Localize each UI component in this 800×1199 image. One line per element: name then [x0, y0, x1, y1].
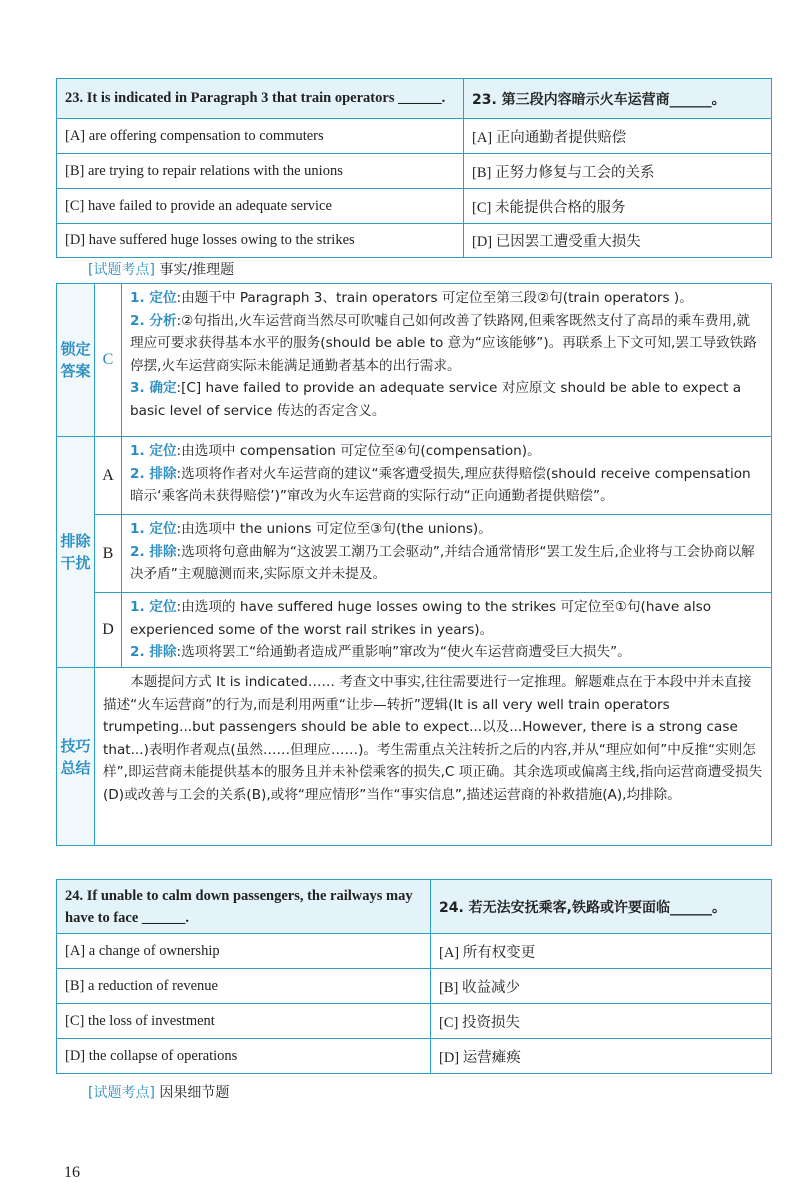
q24-option-d-en: [D] the collapse of operations — [57, 1039, 431, 1074]
lock-answer-label: 锁定答案 — [57, 284, 95, 436]
page-number: 16 — [64, 1164, 80, 1181]
q23-option-c-cn: [C] 未能提供合格的服务 — [464, 189, 772, 224]
tip-summary-text: 本题提问方式 It is indicated…… 考查文中事实,往往需要进行一定推理。解题难点在于本段中并未直接描述“火车运营商”的行为,而是利用两重“让步—转折”逻辑(It is all very well train operators trumpeting...but passengers should be able to expect...以及...However, there is a strong case that...)表明作者观点(虽然……但理应……)。考生需重点关注转折之后的内容,并从“理应如何”中反推“实则怎样”,即运营商未能提供基本的服务且并未补偿乘客的损失,C 项正确。其余选项或偏离主线,指向运营商遭受损失(D)或改善与工会的关系(B),或将“理应情形”当作“事实信息”,描述运营商的补救措施(A),均排除。 — [95, 667, 771, 845]
q23-option-a-cn: [A] 正向通勤者提供赔偿 — [464, 119, 772, 154]
exclude-d-text: 1. 定位:由选项的 have suffered huge losses owing to the strikes 可定位至①句(have also experienced some of the worst rail strikes in years)。 2. 排除:选项将罢工“给通勤者造成严重影响”窜改为“使火车运营商遭受巨大损失”。 — [122, 592, 771, 667]
exclude-letter-d: D — [95, 592, 122, 667]
q24-tag-key: [试题考点] — [88, 1085, 155, 1101]
q23-en-head: 23. It is indicated in Paragraph 3 that train operators ______. — [57, 79, 464, 119]
q23-option-b-en: [B] are trying to repair relations with the unions — [57, 154, 464, 189]
exclude-letter-a: A — [95, 436, 122, 514]
tip-summary-label: 技巧总结 — [57, 667, 95, 845]
q24-option-a-en: [A] a change of ownership — [57, 934, 431, 969]
q24-table — [56, 879, 772, 1074]
locate-label: 1. 定位 — [130, 290, 177, 306]
q24-topic-tag — [88, 1082, 229, 1102]
analysis-box — [56, 283, 772, 846]
q23-tag-key: [试题考点] — [88, 262, 155, 278]
q23-tag-value: 事实/推理题 — [159, 262, 235, 278]
exclude-a-text: 1. 定位:由选项中 compensation 可定位至④句(compensation)。 2. 排除:选项将作者对火车运营商的建议“乘客遭受损失,理应获得赔偿(should receive compensation 暗示‘乘客尚未获得赔偿’)”窜改为火车运营商的实际行动“正向通勤者提供赔偿”。 — [122, 436, 771, 514]
q23-topic-tag — [88, 259, 234, 279]
answer-letter: C — [95, 284, 122, 436]
exclude-label: 排除干扰 — [57, 436, 95, 667]
q23-option-a-en: [A] are offering compensation to commuters — [57, 119, 464, 154]
q23-cn-head: 23. 第三段内容暗示火车运营商______。 — [464, 79, 772, 119]
lock-answer-text: 1. 定位:由题干中 Paragraph 3、train operators 可定位至第三段②句(train operators )。 2. 分析:②句指出,火车运营商当然尽可吹嘘自己如何改善了铁路网,但乘客既然支付了高昂的乘车费用,就理应可要求获得基本水平的服务(should be able to 意为“应该能够”)。再联系上下文可知,罢工导致铁路停摆,火车运营商实际未能满足通勤者基本的出行需求。 3. 确定:[C] have failed to provide an adequate service 对应原文 should be able to expect a basic level of service 传达的否定含义。 — [130, 290, 757, 419]
q24-option-c-cn: [C] 投资损失 — [431, 1004, 772, 1039]
q24-en-head: 24. If unable to calm down passengers, the railways may have to face ______. — [57, 880, 431, 934]
exclude-b-text: 1. 定位:由选项中 the unions 可定位至③句(the unions)。 2. 排除:选项将句意曲解为“这波罢工潮乃工会驱动”,并结合通常情形“罢工发生后,企业将与工会协商以解决矛盾”主观臆测而来,实际原文并未提及。 — [122, 514, 771, 592]
q23-option-d-en: [D] have suffered huge losses owing to the strikes — [57, 224, 464, 258]
q24-option-b-cn: [B] 收益减少 — [431, 969, 772, 1004]
q23-option-b-cn: [B] 正努力修复与工会的关系 — [464, 154, 772, 189]
q24-cn-head: 24. 若无法安抚乘客,铁路或许要面临______。 — [431, 880, 772, 934]
q23-option-c-en: [C] have failed to provide an adequate service — [57, 189, 464, 224]
q24-option-a-cn: [A] 所有权变更 — [431, 934, 772, 969]
q24-option-d-cn: [D] 运营瘫痪 — [431, 1039, 772, 1074]
q24-option-b-en: [B] a reduction of revenue — [57, 969, 431, 1004]
q23-table — [56, 78, 772, 258]
confirm-label: 3. 确定 — [130, 380, 177, 396]
exclude-letter-b: B — [95, 514, 122, 592]
q24-tag-value: 因果细节题 — [159, 1085, 230, 1101]
q23-option-d-cn: [D] 已因罢工遭受重大损失 — [464, 224, 772, 258]
q24-option-c-en: [C] the loss of investment — [57, 1004, 431, 1039]
analyze-label: 2. 分析 — [130, 312, 177, 329]
